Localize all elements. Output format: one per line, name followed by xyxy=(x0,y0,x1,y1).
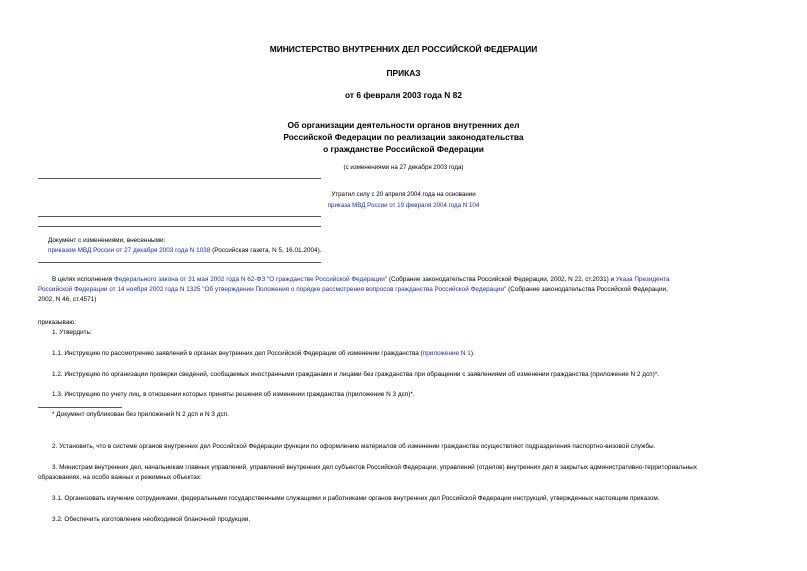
preamble-text: (Собрание законодательства Российской Федерации, xyxy=(506,286,668,293)
amending-order-link[interactable]: приказом МВД России от 27 декабря 2003 года N 1038 xyxy=(48,247,211,254)
item-3-1: 3.1. Организовать изучение сотрудниками, федеральными государственными служащими и работниками органов внутренних дел Российской Федерации инструкций, утвержденных настоящим приказом. xyxy=(52,495,660,502)
status-link-row xyxy=(0,202,807,209)
title-line-2: Российской Федерации по реализации законодательства xyxy=(283,132,524,142)
footnote: * Документ опубликован без приложений N 2 дсп и N 3 дсп. xyxy=(52,411,229,418)
repeal-order-link[interactable]: приказа МВД России от 19 февраля 2004 года N 104 xyxy=(327,202,480,209)
status-text: Утратил силу с 20 апреля 2004 года на основании xyxy=(331,191,476,198)
item-3-2: 3.2. Обеспечить изготовление необходимой бланочной продукции. xyxy=(52,516,251,523)
divider xyxy=(38,226,321,227)
preamble-line-3: 2002, N 46, ст.4571) xyxy=(38,296,97,303)
divider xyxy=(38,178,321,179)
title-line-1: Об организации деятельности органов внутренних дел xyxy=(287,120,520,130)
date-number-heading: от 6 февраля 2003 года N 82 xyxy=(345,90,462,100)
item-1-3: 1.3. Инструкцию по учету лиц, в отношении которых приняты решения об изменении гражданства (приложение N 3 дсп)*. xyxy=(52,391,415,398)
divider xyxy=(38,262,321,263)
preamble-text: (Собрание законодательства Российской Федерации, 2002, N 22, ст.2031) и xyxy=(387,276,616,283)
orders-word: приказываю: xyxy=(38,319,76,326)
item-text: 1.1. Инструкцию по рассмотрению заявлений в органах внутренних дел Российской Федерации об изменении гражданства ( xyxy=(52,350,423,357)
federal-law-link[interactable]: Федерального закона от 31 мая 2002 года N 62-ФЗ "О гражданстве Российской Федерации" xyxy=(113,276,388,283)
preamble-text: В целях исполнения xyxy=(52,276,114,283)
footnote-divider xyxy=(38,407,122,408)
item-3-line-2: образованиях, на особо важных и режимных объектах: xyxy=(38,474,202,481)
item-3-line-1: 3. Министрам внутренних дел, начальникам главных управлений, управлений внутренних дел субъектов Российской Федерации, управлений (отделов) внутренних дел в закрытых административно-территориальных xyxy=(52,464,697,471)
item-1-2: 1.2. Инструкцию по организации проверки сведений, сообщаемых иностранными гражданами и лицами без гражданства при обращении с заявлениями об изменении гражданства (приложение N 2 дсп)*. xyxy=(52,371,660,378)
item-2: 2. Установить, что в системе органов внутренних дел Российской Федерации функции по оформлению материалов об изменении гражданства осуществляют подразделения паспортно-визовой службы. xyxy=(52,443,656,450)
divider xyxy=(38,216,321,217)
amendments-line xyxy=(48,246,322,255)
ministry-heading: МИНИСТЕРСТВО ВНУТРЕННИХ ДЕЛ РОССИЙСКОЙ ФЕДЕРАЦИИ xyxy=(269,44,538,54)
appendix-1-link[interactable]: приложение N 1 xyxy=(422,350,471,357)
presidential-decree-link-cont[interactable]: Российской Федерации от 14 ноября 2002 года N 1325 "Об утверждении Положения о порядке рассмотрения вопросов гражданства Российской Федерации" xyxy=(38,286,507,293)
presidential-decree-link[interactable]: Указа Президента xyxy=(615,276,670,283)
item-text: ). xyxy=(470,350,475,357)
amendments-intro: Документ с изменениями, внесенными: xyxy=(48,237,166,244)
item-1-1 xyxy=(52,349,475,358)
title-line-3: о гражданстве Российской Федерации xyxy=(323,144,484,154)
amendments-source: (Российская газета, N 5, 16.01.2004). xyxy=(210,247,322,254)
amendment-note: (с изменениями на 27 декабря 2003 года) xyxy=(343,164,464,171)
doc-type-heading: ПРИКАЗ xyxy=(386,68,421,78)
preamble-line-1 xyxy=(52,275,670,284)
item-1: 1. Утвердить: xyxy=(52,329,92,336)
preamble-line-2 xyxy=(38,285,668,294)
